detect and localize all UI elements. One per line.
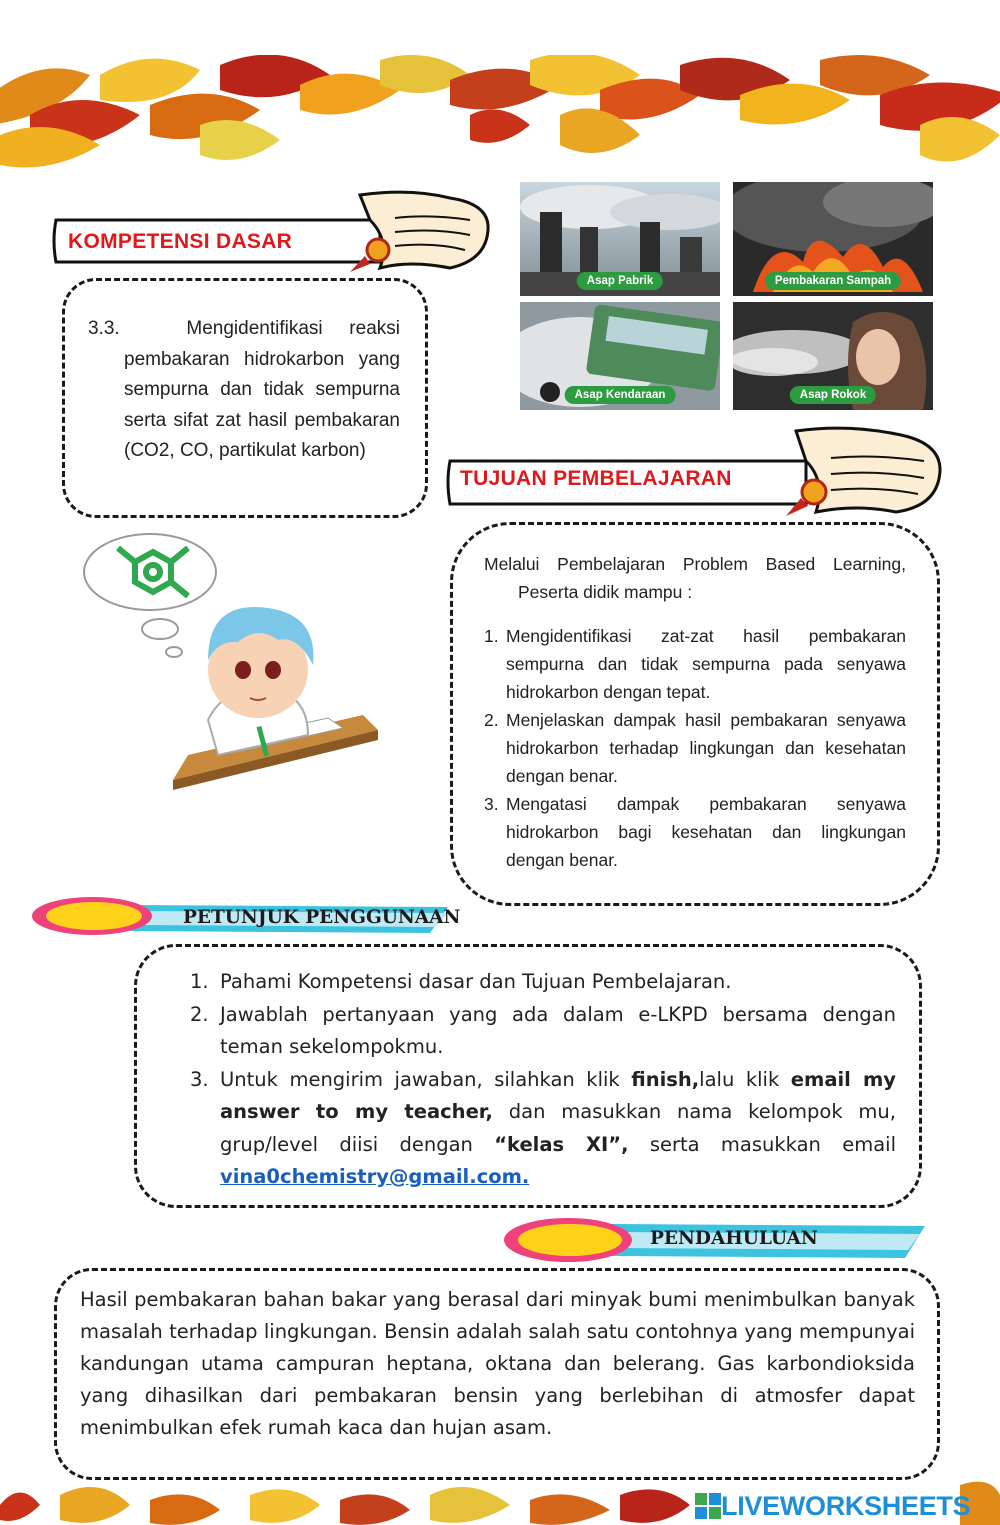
text-part: lalu klik — [699, 1067, 791, 1091]
email-link[interactable]: vina0chemistry@gmail.com. — [220, 1165, 530, 1188]
text-part: serta masukkan email — [628, 1132, 896, 1156]
tujuan-intro-line2: Peserta didik mampu : — [518, 582, 693, 602]
photo-caption-4: Asap Rokok — [790, 386, 876, 404]
tujuan-title: TUJUAN PEMBELAJARAN — [460, 467, 732, 490]
student-thinking-illustration — [78, 530, 388, 792]
kelas-keyword: “kelas XI”, — [494, 1132, 629, 1156]
kompetensi-dasar-text — [88, 314, 400, 467]
pendahuluan-text: Hasil pembakaran bahan bakar yang berasal dari minyak bumi menimbulkan banyak masalah terhadap lingkungan. Bensin adalah salah satu contohnya yang mempunyai kandungan utama campuran heptana, oktana dan belerang. Gas karbondioksida yang dihasilkan dari pembakaran bensin yang berlebihan di atmosfer dapat menimbulkan efek rumah kaca dan hujan asam. — [80, 1288, 915, 1439]
petunjuk-title: PETUNJUK PENGGUNAAN — [183, 907, 461, 928]
intro-word: Pembelajaran — [557, 554, 666, 574]
pendahuluan-title: PENDAHULUAN — [650, 1228, 818, 1249]
kd-first-word2: reaksi — [349, 318, 400, 339]
photo-caption-2: Pembakaran Sampah — [765, 272, 901, 290]
list-item — [190, 999, 896, 1064]
item-text: Jawablah pertanyaan yang ada dalam e-LKPD bersama dengan teman sekelompokmu. — [220, 1002, 896, 1058]
kd-number: 3.3. — [88, 318, 120, 339]
list-item — [484, 790, 906, 874]
text-part: Untuk mengirim jawaban, silahkan klik — [220, 1067, 632, 1091]
list-item — [190, 1064, 896, 1194]
intro-word: Learning, — [832, 554, 906, 574]
liveworksheets-icon — [695, 1493, 721, 1519]
item-number: 3. — [190, 1067, 209, 1091]
liveworksheets-logo — [695, 1490, 970, 1522]
kd-first-word: Mengidentifikasi — [186, 318, 323, 339]
photo-asap-pabrik — [520, 182, 720, 296]
item-number: 2. — [190, 1002, 209, 1026]
photo-pembakaran-sampah — [733, 182, 933, 296]
item-text: Mengidentifikasi zat-zat hasil pembakaran sempurna dan tidak sempurna pada senyawa hidrokarbon dengan tepat. — [506, 626, 906, 702]
tujuan-list — [484, 622, 906, 874]
finish-keyword: finish, — [631, 1067, 700, 1091]
item-number: 2. — [484, 710, 499, 730]
item-text — [220, 1064, 896, 1194]
item-text: Mengatasi dampak pembakaran senyawa hidrokarbon bagi kesehatan dan lingkungan dengan benar. — [506, 794, 906, 870]
intro-word: Based — [765, 554, 816, 574]
photo-asap-kendaraan — [520, 302, 720, 410]
item-number: 1. — [484, 626, 499, 646]
list-item — [484, 706, 906, 790]
liveworksheets-text: LIVEWORKSHEETS — [721, 1490, 971, 1521]
item-text: Menjelaskan dampak hasil pembakaran senyawa hidrokarbon terhadap lingkungan dan kesehatan dengan benar. — [506, 710, 906, 786]
photo-caption-1: Asap Pabrik — [577, 272, 663, 290]
petunjuk-list — [190, 966, 896, 1194]
tujuan-intro-line1 — [484, 550, 906, 578]
item-text: Pahami Kompetensi dasar dan Tujuan Pembelajaran. — [220, 970, 732, 993]
list-item — [484, 622, 906, 706]
email-answer-keyword: email my answer to my teacher, — [220, 1067, 896, 1123]
text-part: dan masukkan nama kelompok mu, grup/level diisi dengan — [220, 1100, 896, 1156]
kompetensi-dasar-title: KOMPETENSI DASAR — [68, 230, 293, 253]
photo-caption-3: Asap Kendaraan — [565, 386, 676, 404]
tujuan-text — [484, 550, 906, 874]
item-number: 1. — [190, 970, 209, 993]
photo-asap-rokok — [733, 302, 933, 410]
top-leaf-decoration — [0, 55, 1000, 185]
intro-word: Melalui — [484, 554, 540, 574]
list-item — [190, 966, 896, 999]
kd-body: pembakaran hidrokarbon yang sempurna dan tidak sempurna serta sifat zat hasil pembakaran (CO2, CO, partikulat karbon) — [124, 348, 400, 461]
intro-word: Problem — [682, 554, 748, 574]
item-number: 3. — [484, 794, 499, 814]
